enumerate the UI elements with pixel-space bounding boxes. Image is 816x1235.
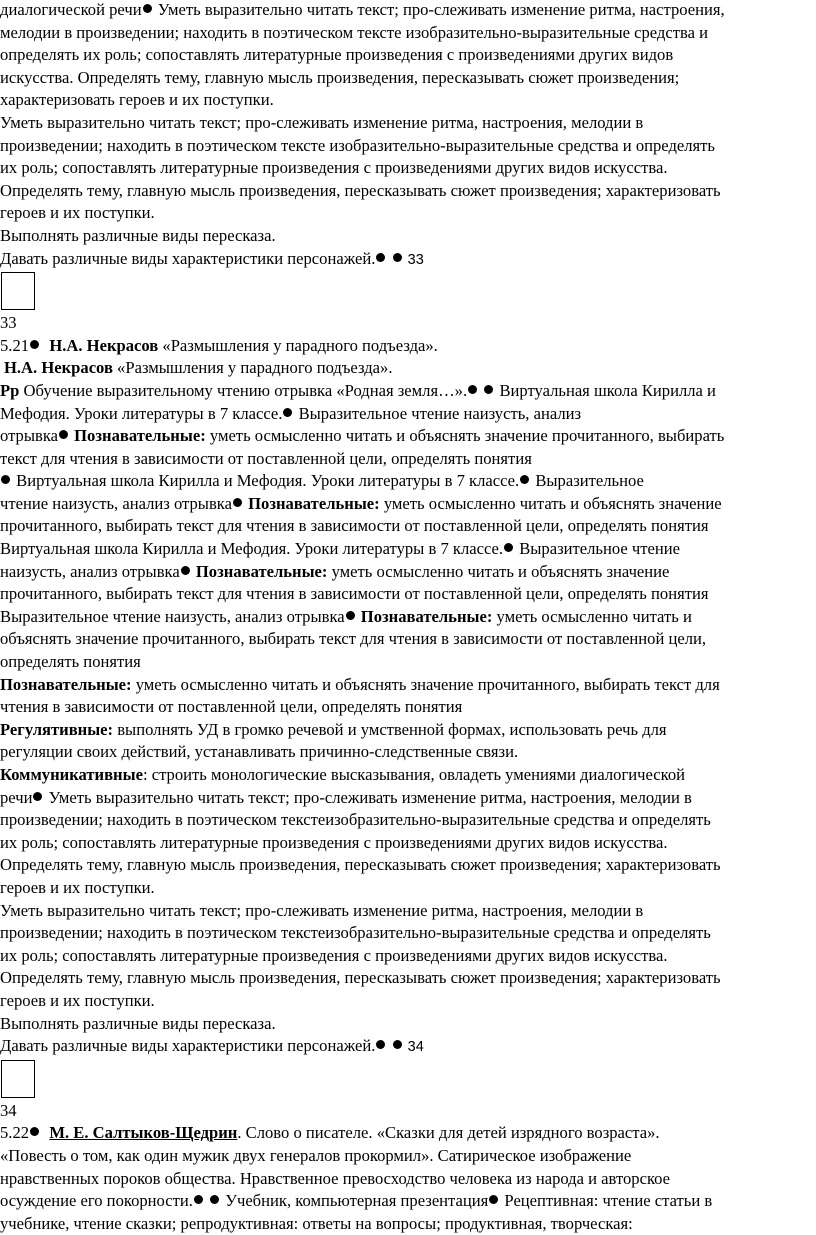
text-line: произведении; находить в поэтическом тексте изобразительно-выразительные средства и определять bbox=[0, 135, 715, 155]
author-name: Н.А. Некрасов bbox=[49, 335, 159, 355]
bullet-icon bbox=[30, 340, 39, 349]
bullet-icon bbox=[393, 253, 402, 262]
text-line: диалогической речи Уметь выразительно читать текст; про-слеживать изменение ритма, настроения, bbox=[0, 0, 725, 19]
bullet-icon bbox=[376, 1040, 385, 1049]
bullet-icon bbox=[210, 1195, 219, 1204]
page-number: 33 bbox=[0, 313, 17, 333]
text-line: чтения в зависимости от поставленной цели, определять понятия bbox=[0, 697, 463, 717]
bullet-icon bbox=[181, 566, 190, 575]
text-line: прочитанного, выбирать текст для чтения в зависимости от поставленной цели, определять понятия bbox=[0, 516, 709, 536]
text-line: текст для чтения в зависимости от поставленной цели, определять понятия bbox=[0, 448, 532, 468]
bullet-icon bbox=[468, 385, 477, 394]
bullet-icon bbox=[489, 1195, 498, 1204]
bullet-icon bbox=[346, 611, 355, 620]
text-line: Виртуальная школа Кирилла и Мефодия. Уроки литературы в 7 классе. Выразительное чтение bbox=[0, 539, 680, 559]
text-line: определять понятия bbox=[0, 652, 141, 672]
text-line: их роль; сопоставлять литературные произведения с произведениями других видов искусства. bbox=[0, 158, 668, 178]
text-line: Выразительное чтение наизусть, анализ отрывка Познавательные: уметь осмысленно читать и bbox=[0, 606, 692, 626]
bullet-icon bbox=[143, 4, 152, 13]
text-line: определять их роль; сопоставлять литературные произведения с произведениями других видов bbox=[0, 45, 674, 65]
bullet-icon bbox=[504, 543, 513, 552]
text-line: осуждение его покорности. Учебник, компьютерная презентация Рецептивная: чтение статьи в bbox=[0, 1191, 713, 1211]
bullet-icon bbox=[33, 792, 42, 801]
text-line: Виртуальная школа Кирилла и Мефодия. Уроки литературы в 7 классе. Выразительное bbox=[0, 470, 816, 493]
text-line: искусства. Определять тему, главную мысль произведения, пересказывать сюжет произведения; bbox=[0, 67, 680, 87]
page-number-label: 33 bbox=[407, 251, 424, 268]
bullet-icon bbox=[194, 1195, 203, 1204]
bullet-icon bbox=[393, 1040, 402, 1049]
text-line: их роль; сопоставлять литературные произведения с произведениями других видов искусства. bbox=[0, 945, 668, 965]
text-line: Уметь выразительно читать текст; про-слеживать изменение ритма, настроения, мелодии в bbox=[0, 900, 644, 920]
text-line: произведении; находить в поэтическом текстеизобразительно-выразительные средства и определять bbox=[0, 810, 711, 830]
text-line: регуляции своих действий, устанавливать причинно-следственные связи. bbox=[0, 742, 519, 762]
text-line: чтение наизусть, анализ отрывка Познавательные: уметь осмысленно читать и объяснять значение bbox=[0, 493, 722, 513]
text-line: Коммуникативные: строить монологические высказывания, овладеть умениями диалогической bbox=[0, 765, 686, 784]
text-line: Рр Обучение выразительному чтению отрывка «Родная земля…». Виртуальная школа Кирилла и bbox=[0, 380, 716, 400]
bullet-icon bbox=[484, 385, 493, 394]
text-line: объяснять значение прочитанного, выбирать текст для чтения в зависимости от поставленной цели, bbox=[0, 629, 707, 649]
text-line: Уметь выразительно читать текст; про-слеживать изменение ритма, настроения, мелодии в bbox=[0, 112, 644, 132]
bullet-icon bbox=[233, 498, 242, 507]
text-line: «Повесть о том, как один мужик двух генералов прокормил». Сатирическое изображение bbox=[0, 1145, 632, 1165]
text-line: Определять тему, главную мысль произведения, пересказывать сюжет произведения; характеризовать bbox=[0, 180, 721, 200]
author-name: М. Е. Салтыков-Щедрин bbox=[49, 1123, 238, 1143]
text-line: Давать различные виды характеристики персонажей. 34 bbox=[0, 1036, 424, 1056]
page-number: 34 bbox=[0, 1100, 17, 1120]
text-line: Регулятивные: выполнять УД в громко речевой и умственной формах, использовать речь для bbox=[0, 719, 667, 739]
text-line: характеризовать героев и их поступки. bbox=[0, 90, 274, 110]
page-number-label: 34 bbox=[407, 1039, 424, 1056]
bullet-icon bbox=[1, 475, 10, 484]
text-line: прочитанного, выбирать текст для чтения в зависимости от поставленной цели, определять понятия bbox=[0, 584, 709, 604]
text-line: героев и их поступки. bbox=[0, 990, 155, 1010]
text-line: Определять тему, главную мысль произведения, пересказывать сюжет произведения; характеризовать bbox=[0, 855, 721, 875]
text-line: мелодии в произведении; находить в поэтическом тексте изобразительно-выразительные средства и bbox=[0, 22, 708, 42]
text-line: отрывка Познавательные: уметь осмысленно читать и объяснять значение прочитанного, выбирать bbox=[0, 426, 725, 446]
text-line: Давать различные виды характеристики персонажей. 33 bbox=[0, 248, 424, 268]
lesson-heading: 5.22 М. Е. Салтыков-Щедрин. Слово о писателе. «Сказки для детей изрядного возраста». bbox=[0, 1123, 660, 1143]
text-line: учебнике, чтение сказки; репродуктивная: ответы на вопросы; продуктивная, творческая: bbox=[0, 1213, 633, 1233]
bullet-icon bbox=[376, 253, 385, 262]
lesson-heading: 5.21 Н.А. Некрасов «Размышления у парадного подъезда». bbox=[0, 335, 438, 355]
bullet-icon bbox=[30, 1127, 39, 1136]
bullet-icon bbox=[520, 475, 529, 484]
text-line: нравственных пороков общества. Нравственное превосходство человека из народа и авторское bbox=[0, 1168, 671, 1188]
text-line: их роль; сопоставлять литературные произведения с произведениями других видов искусства. bbox=[0, 832, 668, 852]
bullet-icon bbox=[59, 430, 68, 439]
text-line: Познавательные: уметь осмысленно читать и объяснять значение прочитанного, выбирать текст для bbox=[0, 674, 720, 694]
empty-cell-box bbox=[1, 1060, 35, 1098]
text-line: наизусть, анализ отрывка Познавательные: уметь осмысленно читать и объяснять значение bbox=[0, 561, 670, 581]
author-name: Н.А. Некрасов bbox=[4, 358, 113, 378]
text-line: Выполнять различные виды пересказа. bbox=[0, 1013, 276, 1033]
empty-cell-box bbox=[1, 272, 35, 310]
text-line: произведении; находить в поэтическом текстеизобразительно-выразительные средства и определять bbox=[0, 923, 711, 943]
text-line: Мефодия. Уроки литературы в 7 классе. Выразительное чтение наизусть, анализ bbox=[0, 403, 582, 423]
text-line: речи Уметь выразительно читать текст; про-слеживать изменение ритма, настроения, мелодии в bbox=[0, 787, 692, 807]
bullet-icon bbox=[283, 408, 292, 417]
text-line: героев и их поступки. bbox=[0, 877, 155, 897]
text-line: Выполнять различные виды пересказа. bbox=[0, 225, 276, 245]
lesson-subheading: Н.А. Некрасов «Размышления у парадного подъезда». bbox=[4, 358, 393, 378]
text-line: героев и их поступки. bbox=[0, 203, 155, 223]
text-line: Определять тему, главную мысль произведения, пересказывать сюжет произведения; характеризовать bbox=[0, 968, 721, 988]
